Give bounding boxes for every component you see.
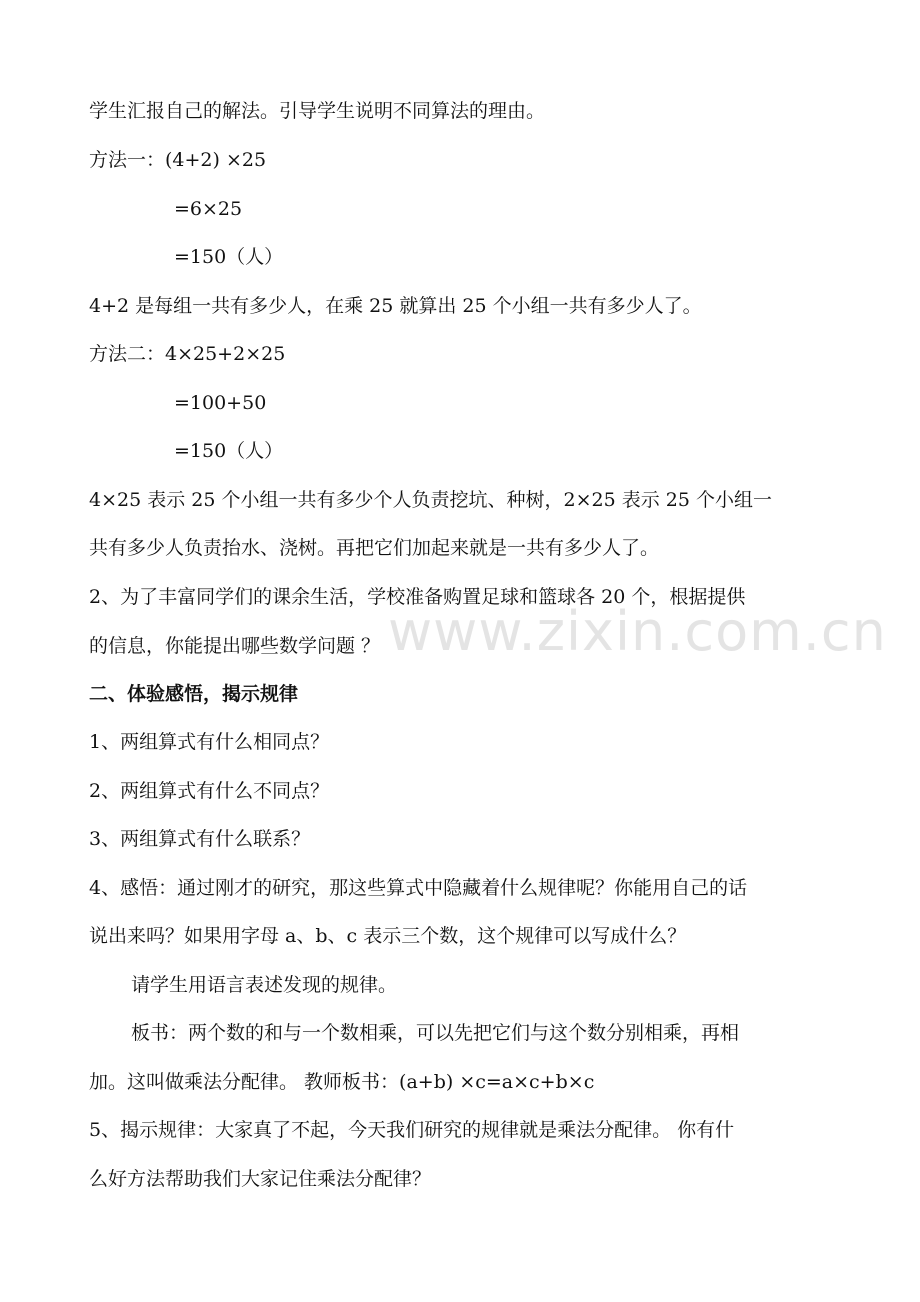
text-line-method2-result: =150（人） xyxy=(174,440,284,462)
text-line-question2-a: 2、为了丰富同学们的课余生活，学校准备购置足球和篮球各 20 个，根据提供 xyxy=(89,586,746,608)
text-line-method1-step1: =6×25 xyxy=(174,198,243,220)
text-line-q5-b: 么好方法帮助我们大家记住乘法分配律？ xyxy=(89,1168,432,1190)
text-line-method2-step1: =100+50 xyxy=(174,392,267,414)
text-line-q4-a: 4、感悟：通过刚才的研究，那这些算式中隐藏着什么规律呢？你能用自己的话 xyxy=(89,877,748,899)
text-line-board-b: 加。这叫做乘法分配律。 教师板书：(a+b) ×c=a×c+b×c xyxy=(89,1071,595,1093)
text-line-method1: 方法一：(4+2) ×25 xyxy=(89,149,267,171)
text-line-q5-a: 5、揭示规律：大家真了不起，今天我们研究的规律就是乘法分配律。 你有什 xyxy=(89,1119,735,1141)
text-line-q4-b: 说出来吗？如果用字母 a、b、c 表示三个数，这个规律可以写成什么？ xyxy=(89,925,687,947)
text-line-question2-b: 的信息，你能提出哪些数学问题 ？ xyxy=(89,635,381,657)
text-line-q1: 1、两组算式有什么相同点？ xyxy=(89,731,330,753)
text-line-intro: 学生汇报自己的解法。引导学生说明不同算法的理由。 xyxy=(89,100,546,122)
text-line-method1-result: =150（人） xyxy=(174,246,284,268)
text-line-board-a: 板书：两个数的和与一个数相乘，可以先把它们与这个数分别相乘，再相 xyxy=(131,1022,740,1044)
text-line-q2: 2、两组算式有什么不同点？ xyxy=(89,780,330,802)
text-line-q3: 3、两组算式有什么联系？ xyxy=(89,828,311,850)
text-line-method2: 方法二：4×25+2×25 xyxy=(89,343,286,365)
watermark: www.zixin.com.cn xyxy=(388,600,887,663)
text-line-method1-explain: 4+2 是每组一共有多少人，在乘 25 就算出 25 个小组一共有多少人了。 xyxy=(89,295,702,317)
section-heading: 二、体验感悟，揭示规律 xyxy=(89,683,299,705)
text-line-student-task: 请学生用语言表述发现的规律。 xyxy=(131,974,398,996)
text-line-method2-explain-a: 4×25 表示 25 个小组一共有多少个人负责挖坑、种树，2×25 表示 25 个小组一 xyxy=(89,489,772,511)
text-line-method2-explain-b: 共有多少人负责抬水、浇树。再把它们加起来就是一共有多少人了。 xyxy=(89,537,660,559)
